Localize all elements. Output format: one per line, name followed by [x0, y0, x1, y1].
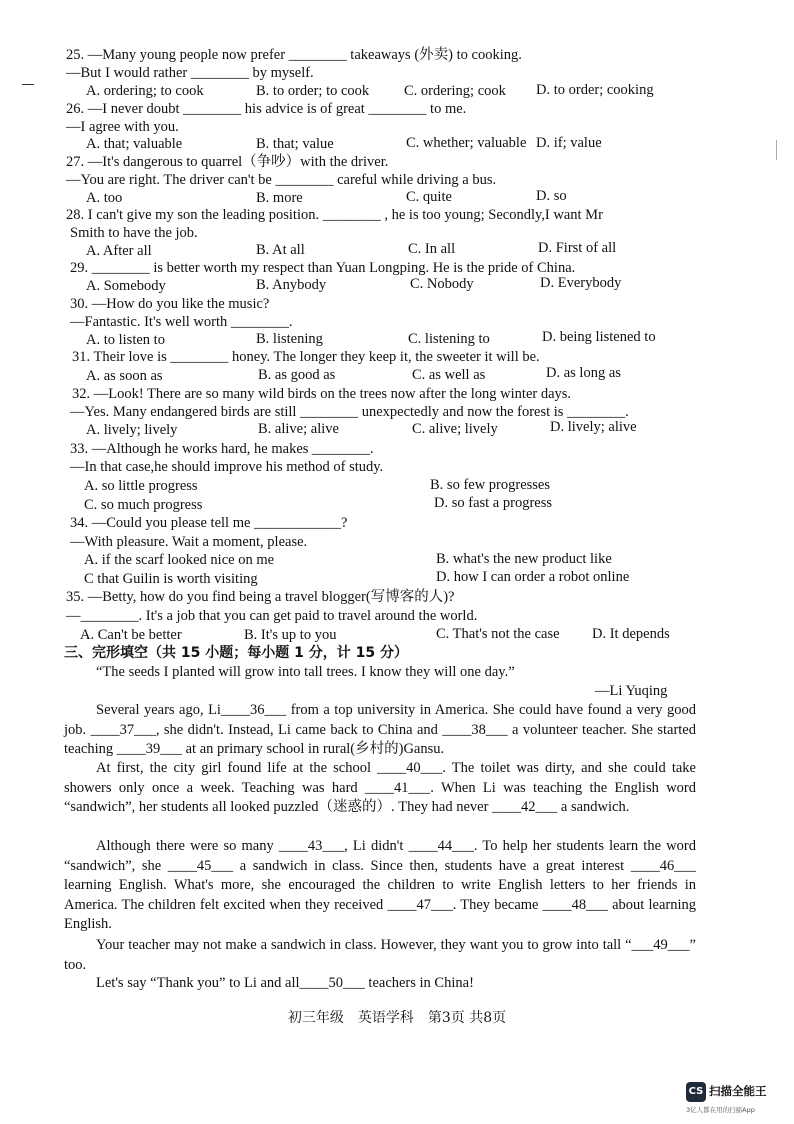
q30-option-b: B. listening [256, 331, 323, 347]
q25-stem-2: —But I would rather ________ by myself. [66, 65, 314, 81]
q33-option-d: D. so fast a progress [434, 495, 552, 511]
cloze-paragraph-4: Your teacher may not make a sandwich in class. However, they want you to grow into tall “___49___” too. [64, 937, 696, 973]
cloze-quote-author: —Li Yuqing [595, 683, 668, 699]
q26-option-b: B. that; value [256, 136, 334, 152]
q34-option-b: B. what's the new product like [436, 551, 612, 567]
q31-option-d: D. as long as [546, 365, 621, 381]
q25-stem-1: 25. —Many young people now prefer ________ takeaways (外卖) to cooking. [66, 47, 522, 63]
q35-stem-2: —________. It's a job that you can get paid to travel around the world. [66, 608, 478, 624]
q27-option-a: A. too [86, 190, 123, 206]
q34-option-d: D. how I can order a robot online [436, 569, 630, 585]
q26-option-d: D. if; value [536, 135, 602, 151]
q35-option-a: A. Can't be better [80, 627, 182, 643]
q27-stem-1: 27. —It's dangerous to quarrel（争吵）with the driver. [66, 154, 389, 170]
cloze-paragraph-2: At first, the city girl found life at the school ____40___. The toilet was dirty, and she could take showers only once a week. Teaching was hard ____41___. When Li was teaching the English word “sandwich”, her students all looked puzzled（迷惑的）. They had never ____42___ a sandwich. [64, 760, 696, 816]
q27-option-c: C. quite [406, 189, 452, 205]
q32-option-a: A. lively; lively [86, 422, 178, 438]
q34-option-a: A. if the scarf looked nice on me [84, 552, 275, 568]
q33-option-c: C. so much progress [84, 497, 203, 513]
q32-option-d: D. lively; alive [550, 419, 637, 435]
q26-stem-2: —I agree with you. [66, 119, 179, 135]
q32-option-b: B. alive; alive [258, 421, 339, 437]
q29-option-b: B. Anybody [256, 277, 327, 293]
watermark-tagline: 3亿人都在用的扫描App [686, 1106, 755, 1114]
q34-stem-1: 34. —Could you please tell me ____________? [70, 515, 348, 531]
q35-option-b: B. It's up to you [244, 627, 337, 643]
margin-mark [22, 84, 34, 85]
q28-stem-2: Smith to have the job. [70, 225, 198, 241]
q31-option-c: C. as well as [412, 367, 486, 383]
q27-stem-2: —You are right. The driver can't be ________ careful while driving a bus. [66, 172, 497, 188]
q33-option-b: B. so few progresses [430, 477, 551, 493]
q25-option-b: B. to order; to cook [256, 83, 370, 99]
q34-option-c: C that Guilin is worth visiting [84, 571, 258, 587]
cloze-paragraph-1: Several years ago, Li____36___ from a top university in America. She could have found a very good job. ____37___, she didn't. Instead, Li came back to China and ____38___ a volunteer teacher. She started teaching ____39___ at an primary school in rural(乡村的)Gansu. [64, 702, 696, 758]
q32-stem-1: 32. —Look! There are so many wild birds on the trees now after the long winter days. [72, 386, 572, 402]
q26-stem-1: 26. —I never doubt ________ his advice is of great ________ to me. [66, 101, 467, 117]
margin-mark [776, 140, 777, 160]
q35-option-c: C. That's not the case [436, 626, 560, 642]
q30-option-a: A. to listen to [86, 332, 165, 348]
q30-stem-1: 30. —How do you like the music? [70, 296, 270, 312]
q34-stem-2: —With pleasure. Wait a moment, please. [70, 534, 308, 550]
q33-option-a: A. so little progress [84, 478, 198, 494]
q29-option-d: D. Everybody [540, 275, 622, 291]
section3-heading: 三、完形填空（共 15 小题；每小题 1 分，计 15 分） [64, 645, 408, 661]
q35-stem-1: 35. —Betty, how do you find being a travel blogger(写博客的人)? [66, 589, 455, 605]
camscanner-logo-icon: CS [686, 1082, 706, 1102]
q31-option-b: B. as good as [258, 367, 336, 383]
q32-option-c: C. alive; lively [412, 421, 498, 437]
q29-option-a: A. Somebody [86, 278, 166, 294]
scanner-watermark [686, 1082, 794, 1122]
q30-option-c: C. listening to [408, 331, 490, 347]
watermark-app-name: 扫描全能王 [709, 1084, 767, 1098]
q30-stem-2: —Fantastic. It's well worth ________. [70, 314, 293, 330]
q26-option-a: A. that; valuable [86, 136, 183, 152]
q31-option-a: A. as soon as [86, 368, 163, 384]
q28-stem-1: 28. I can't give my son the leading position. ________ , he is too young; Secondly,I want Mr [66, 207, 603, 223]
q33-stem-2: —In that case,he should improve his method of study. [70, 459, 384, 475]
q26-option-c: C. whether; valuable [406, 135, 527, 151]
q31-stem-1: 31. Their love is ________ honey. The longer they keep it, the sweeter it will be. [72, 349, 540, 365]
q25-option-a: A. ordering; to cook [86, 83, 204, 99]
q28-option-c: C. In all [408, 241, 456, 257]
q28-option-a: A. After all [86, 243, 152, 259]
cloze-paragraph-5: Let's say “Thank you” to Li and all____50___ teachers in China! [96, 975, 474, 991]
q29-stem-1: 29. ________ is better worth my respect than Yuan Longping. He is the pride of China. [70, 260, 576, 276]
q25-option-c: C. ordering; cook [404, 83, 506, 99]
q28-option-d: D. First of all [538, 240, 617, 256]
page-footer: 初三年级 英语学科 第3页 共8页 [287, 1010, 507, 1026]
q28-option-b: B. At all [256, 242, 305, 258]
q30-option-d: D. being listened to [542, 329, 656, 345]
q27-option-b: B. more [256, 190, 303, 206]
q35-option-d: D. It depends [592, 626, 670, 642]
q25-option-d: D. to order; cooking [536, 82, 654, 98]
q27-option-d: D. so [536, 188, 567, 204]
q33-stem-1: 33. —Although he works hard, he makes ________. [70, 441, 374, 457]
q32-stem-2: —Yes. Many endangered birds are still ________ unexpectedly and now the forest is ________. [70, 404, 629, 420]
q29-option-c: C. Nobody [410, 276, 474, 292]
cloze-paragraph-3: Although there were so many ____43___, Li didn't ____44___. To help her students learn the word “sandwich”, she ____45___ a sandwich in class. Since then, students have a great interest ____46___ learning English. What's more, she encouraged the children to write English letters to her friends in America. The children felt excited when they received ____47___. They became ____48___ about learning English. [64, 838, 696, 933]
cloze-quote: “The seeds I planted will grow into tall trees. I know they will one day.” [96, 664, 515, 680]
